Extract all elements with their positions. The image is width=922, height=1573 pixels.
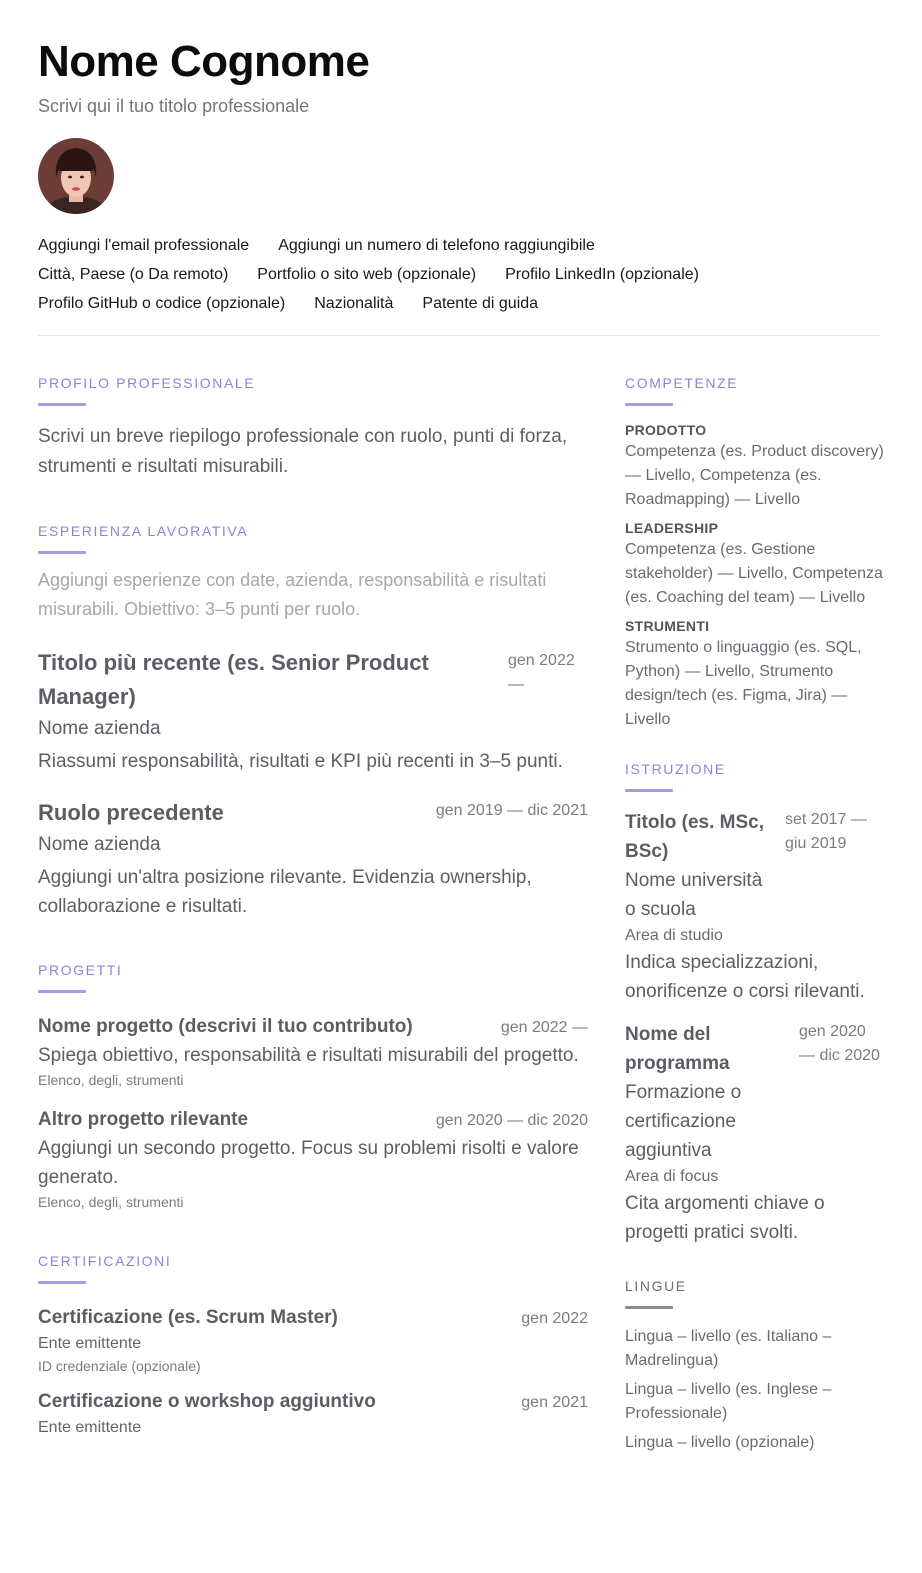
experience-hint: Aggiungi esperienze con date, azienda, responsabilità e risultati misurabili. Obiettivo: 3–5 punti per ruolo. <box>38 570 547 619</box>
skills-section <box>625 374 885 732</box>
skill-group <box>625 616 885 732</box>
job-title: Ruolo precedente <box>38 800 224 825</box>
avatar[interactable] <box>38 138 114 214</box>
experience-item <box>38 646 588 776</box>
education-item <box>625 808 885 1006</box>
certification-title: Certificazione (es. Scrum Master) <box>38 1307 338 1328</box>
full-name: Nome Cognome <box>38 37 370 86</box>
phone-link[interactable]: Aggiungi un numero di telefono raggiungibile <box>278 237 595 254</box>
study-area: Area di studio <box>625 927 723 944</box>
job-date: gen 2022 — <box>508 652 575 693</box>
contact-row-3 <box>38 292 884 321</box>
skill-list: Strumento o linguaggio (es. SQL, Python) — Livello, Strumento design/tech (es. Figma, Jira) — Livello <box>625 639 862 728</box>
github-link[interactable]: Profilo GitHub o codice (opzionale) <box>38 295 286 312</box>
job-description: Aggiungi un'altra posizione rilevante. Evidenzia ownership, collaborazione e risultati. <box>38 867 532 917</box>
skill-category: STRUMENTI <box>625 618 710 634</box>
location-text: Città, Paese (o Da remoto) <box>38 266 229 283</box>
language-item: Lingua – livello (opzionale) <box>625 1434 815 1451</box>
section-rule <box>625 789 673 792</box>
skill-category: PRODOTTO <box>625 422 707 438</box>
project-item <box>38 1013 588 1090</box>
skill-category: LEADERSHIP <box>625 520 719 536</box>
job-title: Titolo più recente (es. Senior Product Manager) <box>38 650 429 709</box>
section-heading: LINGUE <box>625 1278 687 1294</box>
section-heading: ISTRUZIONE <box>625 761 726 777</box>
company-name: Nome azienda <box>38 718 161 739</box>
experience-item <box>38 796 588 921</box>
professional-title: Scrivi qui il tuo titolo professionale <box>38 96 310 116</box>
skill-group <box>625 518 885 610</box>
program-title: Nome del programma <box>625 1024 730 1074</box>
contact-row-2 <box>38 263 884 292</box>
email-link[interactable]: Aggiungi l'email professionale <box>38 237 250 254</box>
certification-date: gen 2021 <box>521 1394 588 1411</box>
project-title: Altro progetto rilevante <box>38 1109 249 1130</box>
project-title: Nome progetto (descrivi il tuo contributo) <box>38 1016 413 1037</box>
project-date: gen 2022 — <box>500 1019 588 1036</box>
section-rule <box>625 403 673 406</box>
company-name: Nome azienda <box>38 834 161 855</box>
avatar-photo <box>38 138 114 214</box>
certification-issuer: Ente emittente <box>38 1335 142 1352</box>
side-column <box>625 374 885 1455</box>
section-heading: CERTIFICAZIONI <box>38 1253 172 1269</box>
project-date: gen 2020 — dic 2020 <box>435 1112 588 1129</box>
main-column <box>38 374 588 1440</box>
section-heading: PROGETTI <box>38 962 123 978</box>
education-description: Cita argomenti chiave o progetti pratici svolti. <box>625 1193 825 1243</box>
certification-issuer: Ente emittente <box>38 1419 142 1436</box>
linkedin-link[interactable]: Profilo LinkedIn (opzionale) <box>505 266 699 283</box>
portfolio-link[interactable]: Portfolio o sito web (opzionale) <box>257 266 477 283</box>
header-divider <box>38 335 880 336</box>
language-item: Lingua – livello (es. Italiano – Madrelingua) <box>625 1328 832 1369</box>
skill-group <box>625 420 885 512</box>
education-date: gen 2020 — dic 2020 <box>799 1023 880 1064</box>
section-rule <box>38 551 86 554</box>
contact-info <box>38 234 884 321</box>
project-tools: Elenco, degli, strumenti <box>38 1194 184 1210</box>
focus-area: Area di focus <box>625 1168 719 1185</box>
skill-list: Competenza (es. Gestione stakeholder) — Livello, Competenza (es. Coaching del team) — Livello <box>625 541 883 606</box>
program-type: Formazione o certificazione aggiuntiva <box>625 1082 742 1161</box>
section-heading: COMPETENZE <box>625 375 739 391</box>
skill-list: Competenza (es. Product discovery) — Livello, Competenza (es. Roadmapping) — Livello <box>625 443 884 508</box>
languages-section <box>625 1277 885 1455</box>
section-heading: ESPERIENZA LAVORATIVA <box>38 523 249 539</box>
profile-summary: Scrivi un breve riepilogo professionale con ruolo, punti di forza, strumenti e risultati misurabili. <box>38 426 568 477</box>
certification-title: Certificazione o workshop aggiuntivo <box>38 1391 376 1412</box>
certification-item <box>38 1388 588 1440</box>
degree-title: Titolo (es. MSc, BSc) <box>625 812 765 862</box>
project-description: Spiega obiettivo, responsabilità e risultati misurabili del progetto. <box>38 1045 579 1066</box>
section-rule <box>625 1306 673 1309</box>
contact-row-1 <box>38 234 884 263</box>
education-date: set 2017 — giu 2019 <box>785 811 867 852</box>
driving-license-text: Patente di guida <box>422 295 539 312</box>
projects-section <box>38 961 588 1212</box>
section-rule <box>38 990 86 993</box>
job-description: Riassumi responsabilità, risultati e KPI più recenti in 3–5 punti. <box>38 751 563 772</box>
profile-section <box>38 374 588 482</box>
experience-section <box>38 522 588 921</box>
project-description: Aggiungi un secondo progetto. Focus su problemi risolti e valore generato. <box>38 1138 579 1188</box>
education-item <box>625 1020 885 1247</box>
education-section <box>625 760 885 1247</box>
credential-id: ID credenziale (opzionale) <box>38 1358 201 1374</box>
section-heading: PROFILO PROFESSIONALE <box>38 375 256 391</box>
certifications-section <box>38 1252 588 1440</box>
certification-item <box>38 1304 588 1376</box>
section-rule <box>38 403 86 406</box>
language-item: Lingua – livello (es. Inglese – Professionale) <box>625 1381 832 1422</box>
nationality-text: Nazionalità <box>314 295 394 312</box>
section-rule <box>38 1281 86 1284</box>
resume-header <box>38 36 884 312</box>
certification-date: gen 2022 <box>521 1310 588 1327</box>
project-tools: Elenco, degli, strumenti <box>38 1072 184 1088</box>
education-description: Indica specializzazioni, onorificenze o corsi rilevanti. <box>625 952 865 1002</box>
school-name: Nome università o scuola <box>625 870 763 920</box>
project-item <box>38 1106 588 1212</box>
job-date: gen 2019 — dic 2021 <box>435 802 588 819</box>
